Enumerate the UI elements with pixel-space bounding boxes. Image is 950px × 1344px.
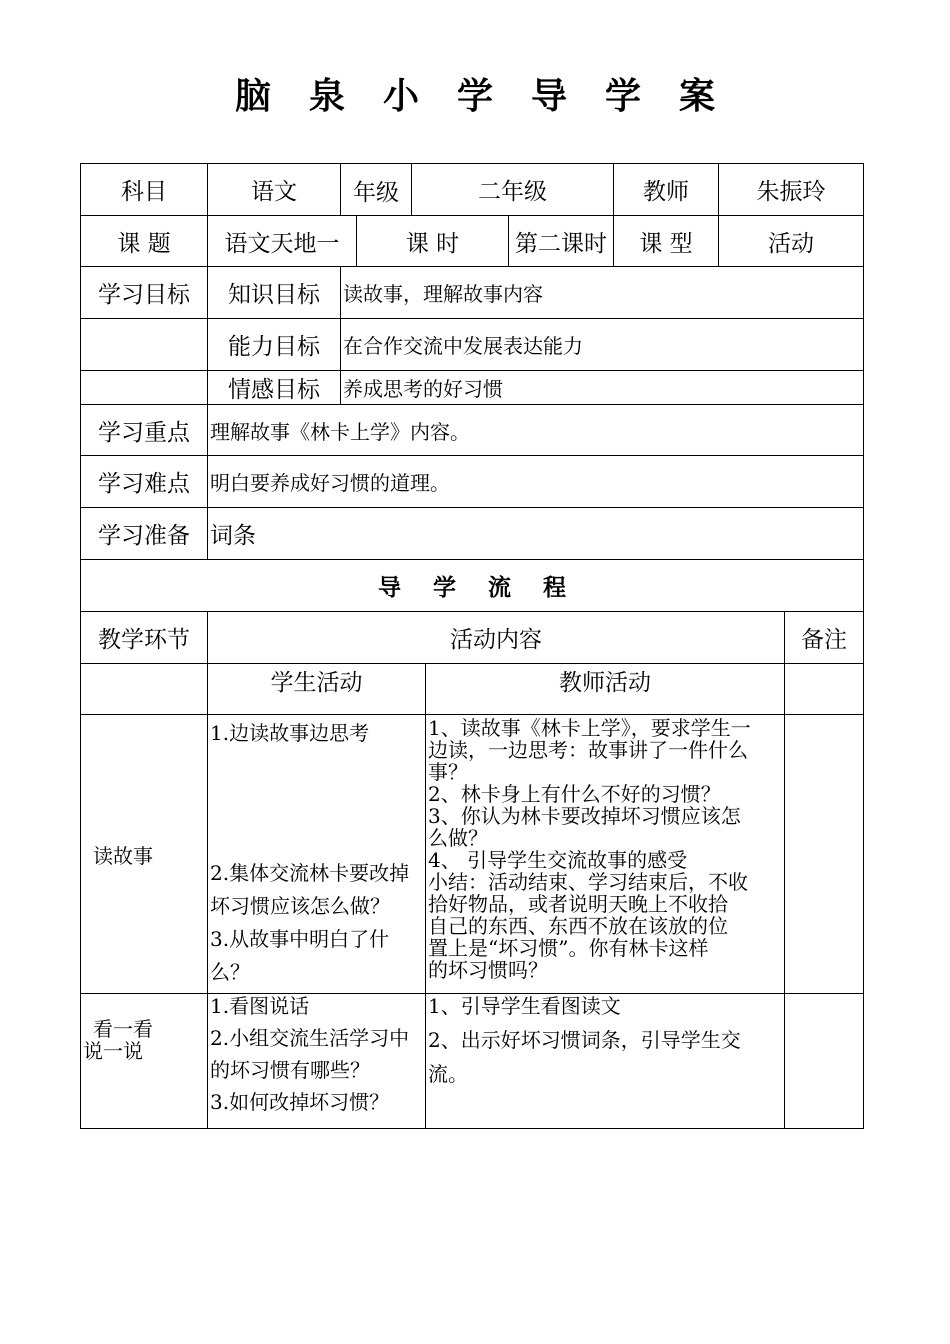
grade-label: 年级: [341, 164, 412, 216]
stage-name-line: 看一看: [93, 1017, 153, 1041]
stage-header-cont: [81, 664, 208, 715]
teacher-activity: [426, 715, 785, 994]
teacher-step-line: 拾好物品，或者说明天晚上不收拾: [428, 892, 728, 916]
focus-value: 理解故事《林卡上学》内容。: [208, 405, 864, 456]
note-cell: [785, 994, 864, 1129]
flow-title-char: 导: [378, 574, 401, 601]
title-char: 导: [531, 75, 568, 117]
student-step-line: 2.小组交流生活学习中: [210, 1026, 410, 1050]
student-step-line: 的坏习惯有哪些？: [210, 1058, 370, 1082]
difficulty-value: 明白要养成好习惯的道理。: [208, 456, 864, 508]
teacher-step-line: 边读，一边思考：故事讲了一件什么: [428, 738, 748, 762]
focus-label: 学习重点: [81, 405, 208, 456]
student-header: 学生活动: [208, 664, 426, 715]
teacher-header: 教师活动: [426, 664, 785, 715]
teacher-step-line: 2、林卡身上有什么不好的习惯？: [428, 782, 721, 806]
student-step-line: 1.看图说话: [210, 994, 310, 1018]
prep-value: 词条: [208, 508, 864, 560]
knowledge-goal: 读故事，理解故事内容: [341, 267, 864, 319]
flow-title-char: 程: [543, 574, 566, 601]
student-step-line: 2.集体交流林卡要改掉: [210, 861, 410, 885]
period-label: 课 时: [357, 216, 509, 267]
emotion-goal: 养成思考的好习惯: [341, 371, 864, 405]
subject-label: 科目: [81, 164, 208, 216]
title-char: 小: [382, 75, 419, 117]
teacher-value: 朱振玲: [719, 164, 864, 216]
teacher-step-line: 流。: [428, 1062, 468, 1086]
teacher-label: 教师: [614, 164, 719, 216]
stage-name: 读故事: [81, 715, 208, 994]
title-char: 学: [605, 75, 642, 117]
subject-value: 语文: [208, 164, 341, 216]
flow-title-char: 学: [433, 574, 456, 601]
teacher-step-line: 自己的东西、东西不放在该放的位: [428, 914, 728, 938]
note-header: 备注: [785, 612, 864, 664]
title-char: 学: [456, 75, 493, 117]
goals-label-cont: [81, 319, 208, 371]
ability-goal: 在合作交流中发展表达能力: [341, 319, 864, 371]
page-title: [0, 68, 950, 119]
ability-goal-label: 能力目标: [208, 319, 341, 371]
content-header: 活动内容: [208, 612, 785, 664]
teacher-step-line: 4、 引导学生交流故事的感受: [428, 848, 688, 872]
knowledge-goal-label: 知识目标: [208, 267, 341, 319]
student-activity: [208, 994, 426, 1129]
student-activity: [208, 715, 426, 994]
teacher-step-line: 2、出示好坏习惯词条，引导学生交: [428, 1028, 741, 1052]
title-char: 案: [679, 75, 716, 117]
topic-label: 课 题: [81, 216, 208, 267]
grade-value: 二年级: [412, 164, 614, 216]
stage-name-line: 说一说: [83, 1039, 143, 1063]
emotion-goal-label: 情感目标: [208, 371, 341, 405]
topic-value: 语文天地一: [208, 216, 357, 267]
flow-title: [81, 560, 864, 612]
goals-label-cont: [81, 371, 208, 405]
teacher-step-line: 置上是“坏习惯”。你有林卡这样: [428, 936, 709, 960]
lesson-plan-table: [80, 163, 864, 1129]
teacher-step-line: 的坏习惯吗？: [428, 958, 548, 982]
note-cell: [785, 715, 864, 994]
student-step-line: 3.如何改掉坏习惯？: [210, 1090, 390, 1114]
goals-label: 学习目标: [81, 267, 208, 319]
student-step: 1.边读故事边思考: [210, 721, 370, 745]
period-value: 第二课时: [509, 216, 614, 267]
student-step-line: 么？: [210, 960, 250, 984]
flow-title-char: 流: [488, 574, 511, 601]
title-char: 脑: [234, 75, 271, 117]
prep-label: 学习准备: [81, 508, 208, 560]
teacher-step-line: 1、读故事《林卡上学》，要求学生一: [428, 716, 751, 740]
teacher-step-line: 小结：活动结束、学习结束后，不收: [428, 870, 748, 894]
type-value: 活动: [719, 216, 864, 267]
stage-name: [81, 994, 208, 1129]
stage-header: 教学环节: [81, 612, 208, 664]
student-step-line: 3.从故事中明白了什: [210, 927, 390, 951]
type-label: 课 型: [614, 216, 719, 267]
student-step-line: 坏习惯应该怎么做？: [210, 894, 390, 918]
teacher-activity: [426, 994, 785, 1129]
teacher-step-line: 么做？: [428, 826, 488, 850]
teacher-step-line: 3、你认为林卡要改掉坏习惯应该怎: [428, 804, 741, 828]
teacher-step-line: 事？: [428, 760, 468, 784]
difficulty-label: 学习难点: [81, 456, 208, 508]
teacher-step-line: 1、引导学生看图读文: [428, 994, 621, 1018]
title-char: 泉: [308, 75, 345, 117]
note-cell: [785, 664, 864, 715]
